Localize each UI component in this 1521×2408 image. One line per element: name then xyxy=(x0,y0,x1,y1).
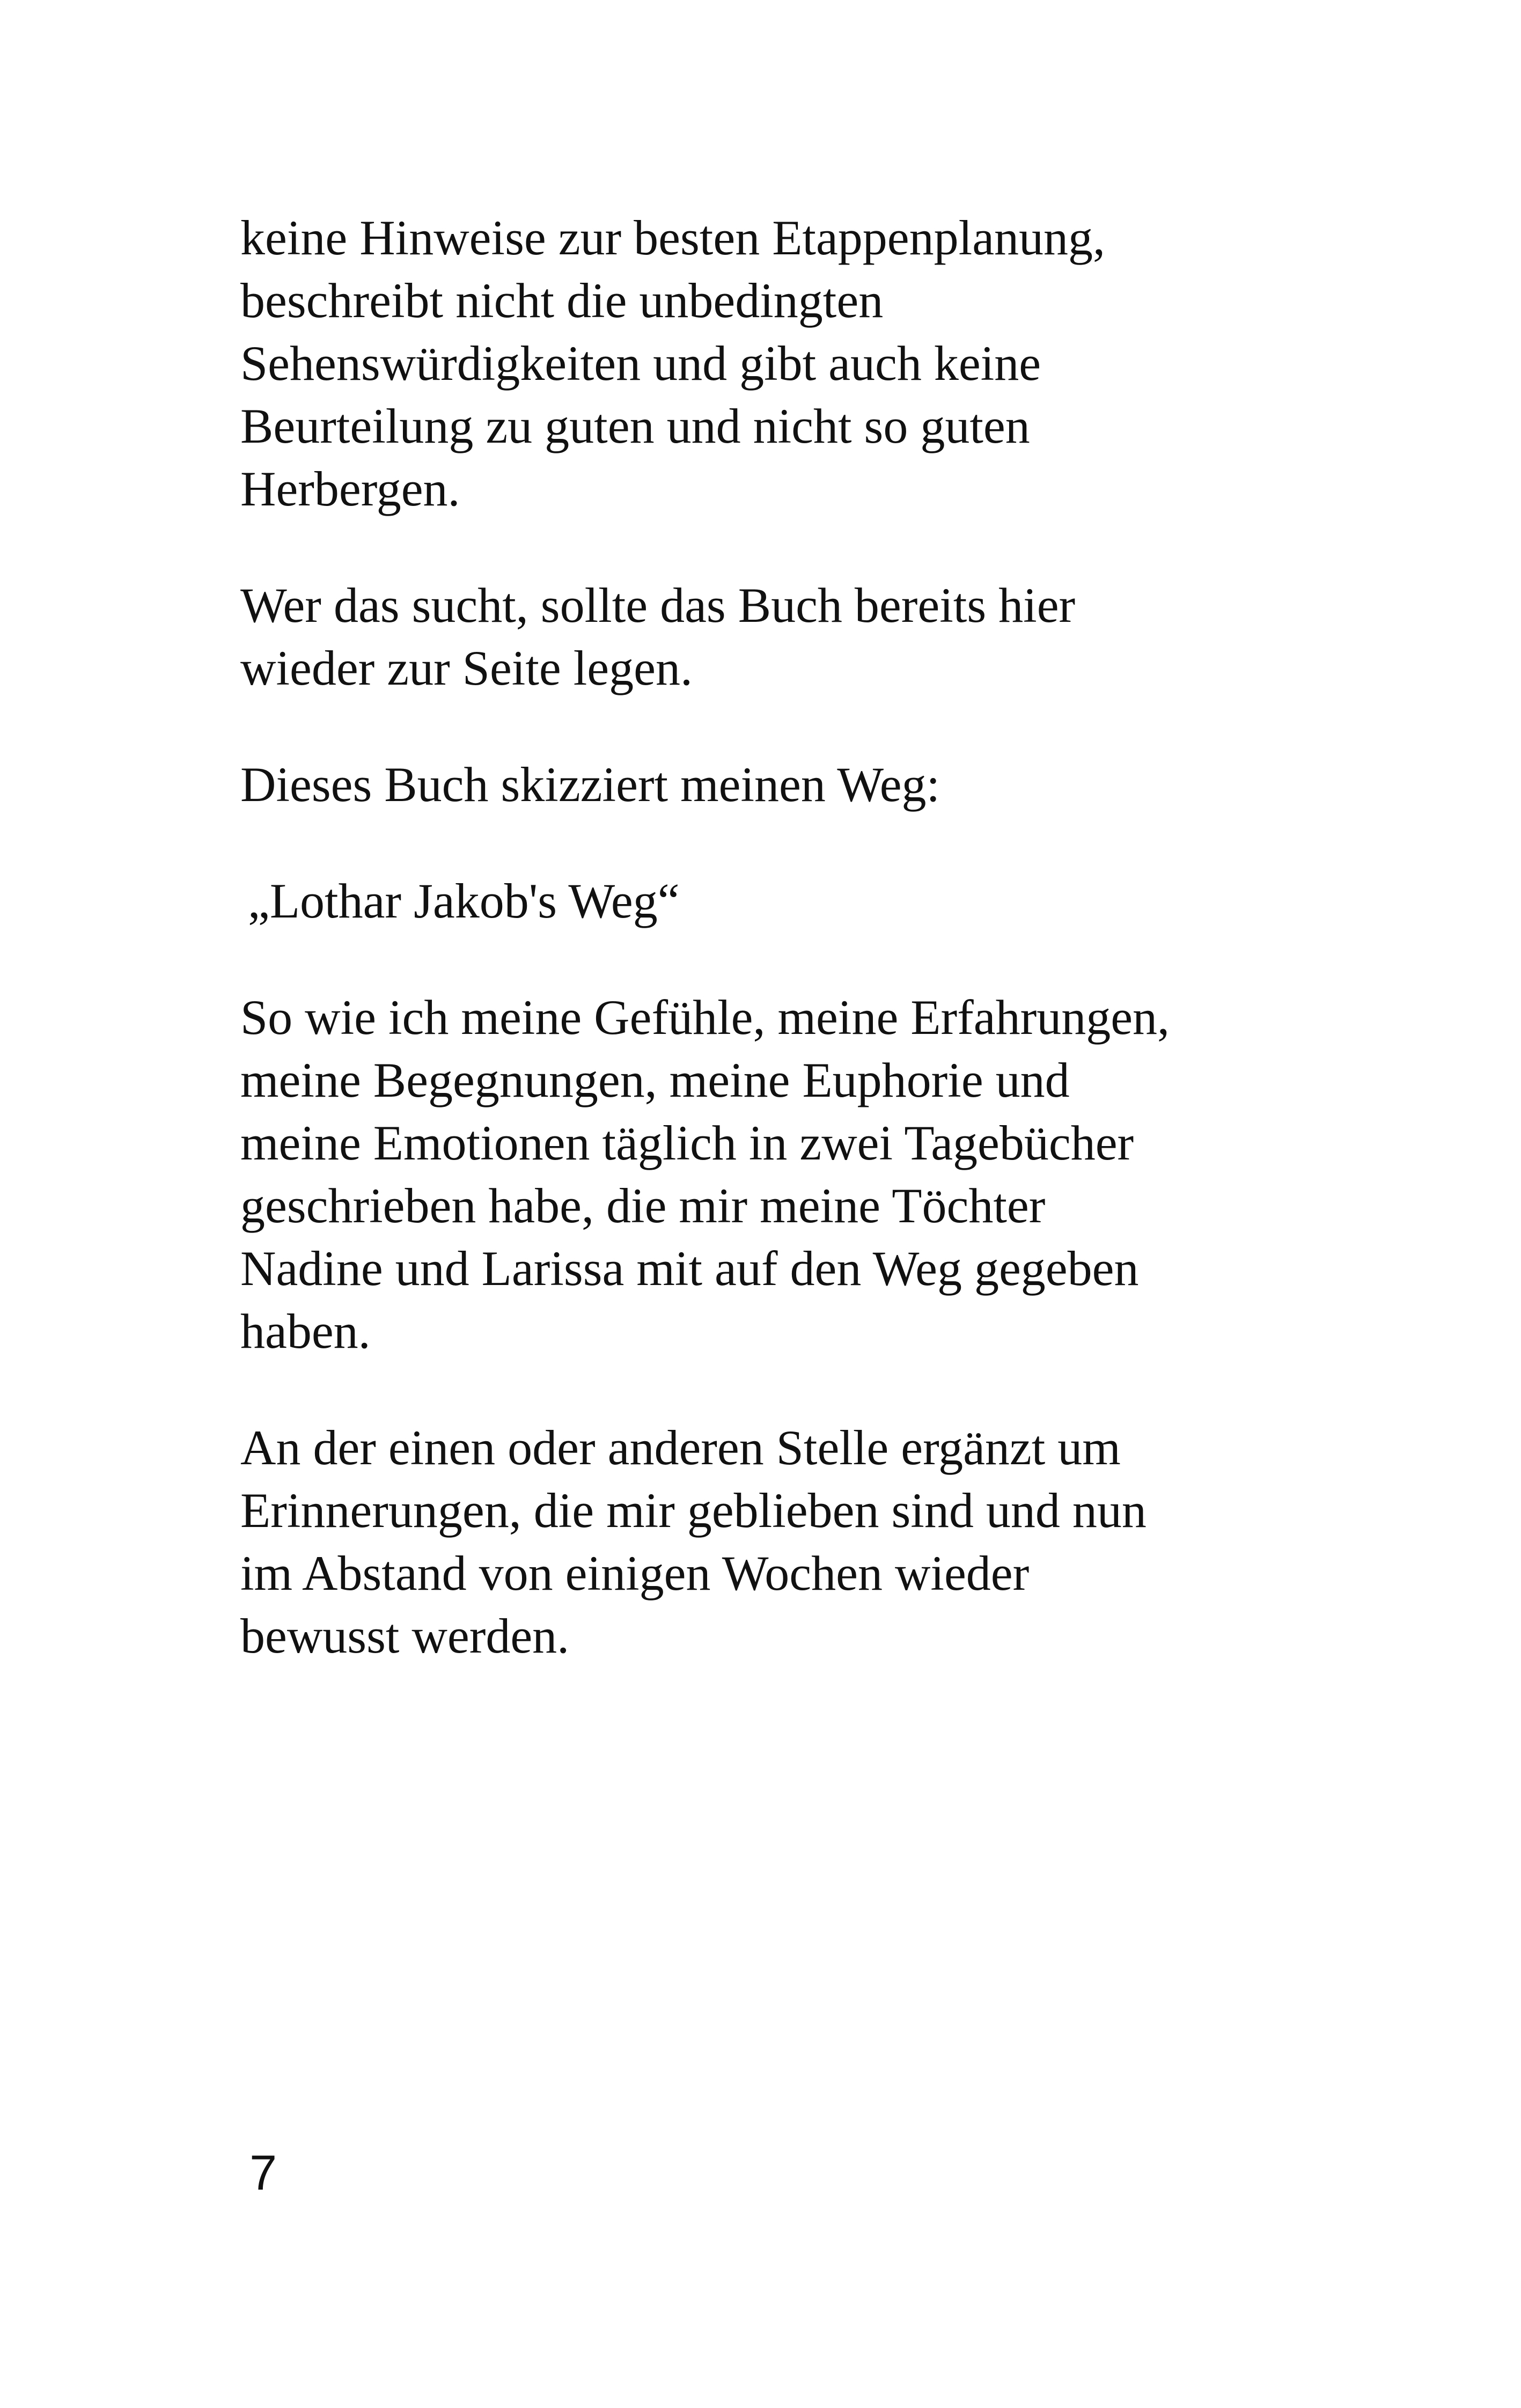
text-line: An der einen oder anderen Stelle ergänzt um xyxy=(240,1420,1121,1475)
text-line: geschrieben habe, die mir meine Töchter xyxy=(240,1178,1046,1233)
paragraph xyxy=(240,753,1340,816)
body-text xyxy=(240,207,1340,1721)
text-line: im Abstand von einigen Wochen wieder xyxy=(240,1546,1030,1601)
text-line: Beurteilung zu guten und nicht so guten xyxy=(240,399,1030,453)
text-line: wieder zur Seite legen. xyxy=(240,641,693,695)
text-line: Sehenswürdigkeiten und gibt auch keine xyxy=(240,336,1041,391)
paragraph xyxy=(240,986,1340,1363)
text-line: Nadine und Larissa mit auf den Weg gegeben xyxy=(240,1241,1139,1296)
paragraph xyxy=(240,207,1340,520)
text-line: bewusst werden. xyxy=(240,1609,570,1663)
text-line: meine Begegnungen, meine Euphorie und xyxy=(240,1053,1070,1107)
quote-paragraph xyxy=(240,870,1340,933)
text-line: haben. xyxy=(240,1304,371,1359)
page-number: 7 xyxy=(249,2146,277,2200)
paragraph xyxy=(240,1416,1340,1668)
quoted-title: „Lothar Jakob's Weg“ xyxy=(248,873,680,928)
text-line: Erinnerungen, die mir geblieben sind und nun xyxy=(240,1483,1147,1538)
text-line: meine Emotionen täglich in zwei Tagebücher xyxy=(240,1115,1134,1170)
text-line: So wie ich meine Gefühle, meine Erfahrungen, xyxy=(240,990,1170,1045)
text-line: Herbergen. xyxy=(240,461,460,516)
text-line: keine Hinweise zur besten Etappenplanung, xyxy=(240,210,1106,265)
paragraph xyxy=(240,574,1340,700)
text-line: Dieses Buch skizziert meinen Weg: xyxy=(240,757,940,812)
text-line: Wer das sucht, sollte das Buch bereits hier xyxy=(240,578,1076,633)
text-line: beschreibt nicht die unbedingten xyxy=(240,273,884,328)
